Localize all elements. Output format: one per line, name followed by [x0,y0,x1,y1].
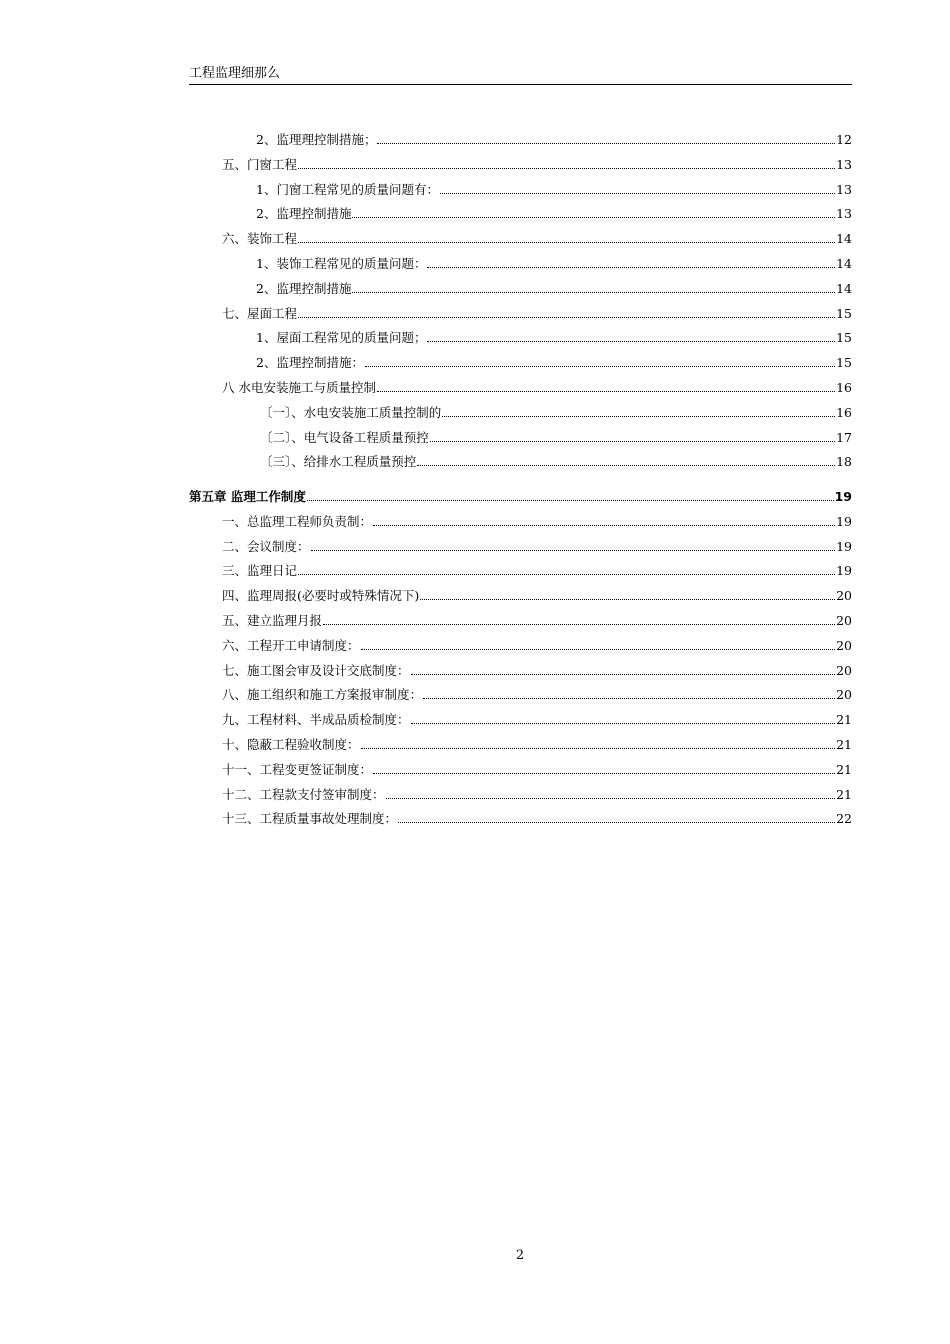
toc-entry-title: 七、屋面工程 [222,305,298,321]
toc-entry[interactable] [189,124,852,148]
toc-entry-title: 〔一〕、水电安装施工质量控制的 [260,404,442,420]
page-header [189,64,852,85]
toc-entry-title: 2、监理控制措施： [256,355,364,371]
toc-entry-title: 2、监理理控制措施； [256,132,377,147]
toc-entry[interactable] [189,803,852,827]
toc-entry-page: 21 [836,736,852,752]
toc-chapter-entry[interactable] [189,481,852,505]
toc-entry[interactable] [189,605,852,629]
toc-entry[interactable] [189,372,852,396]
toc-leader-dots [427,341,835,342]
toc-entry-page: 15 [836,355,852,371]
toc-entry[interactable] [189,729,852,753]
toc-entry-page: 20 [836,687,852,703]
toc-entry-title: 十一、工程变更签证制度： [222,761,373,777]
toc-entry-page: 13 [836,181,852,197]
toc-entry-page: 21 [836,786,852,802]
toc-entry-page: 14 [836,280,852,296]
toc-leader-dots [411,674,836,675]
toc-entry-page: 19 [836,538,852,554]
toc-entry-title: 七、施工图会审及设计交底制度： [222,662,410,678]
toc-leader-dots [352,292,835,293]
toc-entry[interactable] [189,655,852,679]
toc-leader-dots [311,550,836,551]
toc-entry[interactable] [189,704,852,728]
toc-entry[interactable] [189,630,852,654]
toc-entry-title: 九、工程材料、半成品质检制度： [222,712,410,728]
toc-entry-page: 22 [836,811,852,827]
toc-entry[interactable] [189,223,852,247]
toc-entry-page: 13 [836,206,852,222]
header-title: 工程监理细那么 [189,66,281,81]
toc-entry[interactable] [189,298,852,322]
toc-entry-title: 第五章 监理工作制度 [189,489,306,505]
toc-entry[interactable] [189,322,852,346]
toc-entry-page: 16 [836,404,852,420]
toc-entry-page: 21 [836,712,852,728]
toc-leader-dots [298,168,835,169]
toc-leader-dots [377,143,835,144]
toc-leader-dots [398,822,835,823]
toc-leader-dots [361,649,836,650]
toc-entry-page: 14 [836,231,852,247]
toc-entry-title: 十、隐蔽工程验收制度： [222,736,360,752]
toc-entry-title: 2、监理控制措施 [256,280,352,296]
toc-entry[interactable] [189,555,852,579]
toc-entry-title: 〔三〕、给排水工程质量预控 [260,454,417,470]
toc-entry[interactable] [189,149,852,173]
toc-entry-page: 16 [836,380,852,395]
toc-entry[interactable] [189,273,852,297]
toc-entry[interactable] [189,198,852,222]
toc-entry[interactable] [189,779,852,803]
toc-entry[interactable] [189,506,852,530]
toc-entry[interactable] [189,422,852,446]
toc-entry[interactable] [189,446,852,470]
toc-entry[interactable] [189,580,852,604]
toc-entry-title: 十二、工程款支付签审制度： [222,786,385,802]
toc-entry-title: 五、建立监理月报 [222,612,323,628]
toc-entry-page: 13 [836,156,852,172]
toc-leader-dots [420,599,835,600]
toc-entry-title: 八、施工组织和施工方案报审制度： [222,687,423,703]
toc-leader-dots [417,465,835,466]
toc-leader-dots [361,748,836,749]
toc-entry-title: 二、会议制度： [222,538,310,554]
toc-entry-page: 20 [836,588,852,604]
toc-entry-title: 六、装饰工程 [222,231,298,247]
toc-entry-title: 三、监理日记 [222,563,298,579]
toc-entry[interactable] [189,397,852,421]
toc-entry-title: 四、监理周报(必要时或特殊情况下) [222,588,420,604]
toc-leader-dots [323,624,835,625]
toc-entry-page: 20 [836,612,852,628]
toc-leader-dots [365,366,835,367]
toc-entry-title: 1、装饰工程常见的质量问题： [256,256,427,271]
toc-entry-title: 一、总监理工程师负责制： [222,513,373,529]
toc-leader-dots [307,500,834,501]
toc-leader-dots [298,242,835,243]
toc-entry[interactable] [189,248,852,272]
toc-entry[interactable] [189,174,852,198]
toc-entry-page: 19 [836,563,852,579]
toc-entry-title: 1、门窗工程常见的质量问题有： [256,181,439,197]
toc-entry[interactable] [189,754,852,778]
toc-entry-title: 五、门窗工程 [222,156,298,172]
page-number: 2 [515,1248,525,1263]
toc-leader-dots [427,267,835,268]
toc-leader-dots [430,441,835,442]
toc-leader-dots [352,217,835,218]
toc-entry[interactable] [189,347,852,371]
toc-entry-title: 十三、工程质量事故处理制度： [222,811,398,827]
toc-entry-title: 2、监理控制措施 [256,206,352,222]
toc-leader-dots [423,698,835,699]
toc-entry-page: 19 [836,513,852,529]
toc-entry-title: 八 水电安装施工与质量控制 [222,380,376,395]
toc-entry-page: 14 [836,256,852,271]
toc-entry-page: 17 [836,429,852,445]
toc-leader-dots [377,391,835,392]
toc-entry-page: 20 [836,662,852,678]
toc-entry[interactable] [189,679,852,703]
toc-leader-dots [386,798,836,799]
toc-entry-page: 20 [836,637,852,653]
toc-entry-page: 19 [834,489,852,505]
toc-entry-title: 〔二〕、电气设备工程质量预控 [260,429,429,445]
toc-entry-page: 12 [836,132,852,147]
toc-entry-title: 六、工程开工申请制度： [222,637,360,653]
toc-leader-dots [440,193,835,194]
toc-leader-dots [442,416,835,417]
toc-entry-page: 15 [836,330,852,346]
toc-leader-dots [298,317,835,318]
toc-leader-dots [373,773,835,774]
toc-entry-page: 21 [836,761,852,777]
toc-leader-dots [298,574,835,575]
toc-leader-dots [411,723,836,724]
toc-entry-page: 18 [836,454,852,470]
toc-entry-page: 15 [836,305,852,321]
toc-entry-title: 1、屋面工程常见的质量问题； [256,330,427,346]
toc-entry[interactable] [189,531,852,555]
toc-leader-dots [373,525,835,526]
